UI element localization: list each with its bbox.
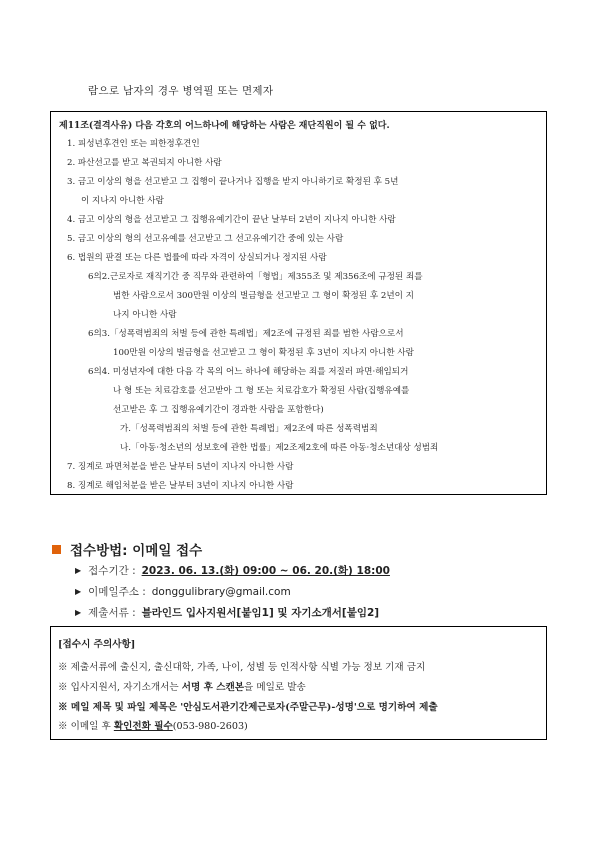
notice-text: ※ 이메일 후 xyxy=(58,721,114,732)
disqualification-item: 2. 파산선고를 받고 복권되지 아니한 사람 xyxy=(67,158,222,168)
intro-line: 람으로 남자의 경우 병역필 또는 면제자 xyxy=(88,85,274,97)
notice-title: [접수시 주의사항] xyxy=(58,639,136,650)
notice-emphasis: 확인전화 필수 xyxy=(113,721,173,732)
period-row xyxy=(75,563,390,578)
disqualification-item: 6의2.근로자로 재직기간 중 직무와 관련하여「형법」제355조 및 제356조에 규정된 죄를 xyxy=(88,272,423,282)
email-label: 이메일주소 : xyxy=(88,586,146,598)
disqualification-box xyxy=(50,111,547,495)
disqualification-title: 제11조(결격사유) 다음 각호의 어느하나에 해당하는 사람은 재단직원이 될 수 없다. xyxy=(59,121,390,131)
disqualification-item: 범한 사람으로서 300만원 이상의 벌금형을 선고받고 그 형이 확정된 후 2년이 지 xyxy=(113,291,414,301)
disqualification-item: 100만원 이상의 벌금형을 선고받고 그 형이 확정된 후 3년이 지나지 아니한 사람 xyxy=(113,348,414,358)
notice-text: ※ 입사지원서, 자기소개서는 xyxy=(58,682,182,693)
notice-line xyxy=(58,718,248,732)
disqualification-item: 6. 법원의 판결 또는 다른 법률에 따라 자격이 상실되거나 정지된 사람 xyxy=(67,253,327,263)
disqualification-item: 나지 아니한 사람 xyxy=(113,310,177,320)
triangle-bullet-icon: ▶ xyxy=(75,587,82,596)
disqualification-item: 7. 징계로 파면처분을 받은 날부터 5년이 지나지 아니한 사람 xyxy=(67,462,294,472)
notice-box xyxy=(50,626,547,740)
disqualification-item: 가.「성폭력범죄의 처벌 등에 관한 특례법」제2조에 따른 성폭력범죄 xyxy=(120,424,378,434)
section-title: 접수방법: 이메일 접수 xyxy=(70,543,203,559)
disqualification-item: 1. 피성년후견인 또는 피한정후견인 xyxy=(67,139,200,149)
disqualification-item: 3. 금고 이상의 형을 선고받고 그 집행이 끝나거나 집행을 받지 아니하기로 확정된 후 5년 xyxy=(67,177,399,187)
disqualification-item: 6의3.「성폭력범죄의 처벌 등에 관한 특례법」제2조에 규정된 죄를 범한 사람으로서 xyxy=(88,329,404,339)
disqualification-item: 6의4. 미성년자에 대한 다음 각 목의 어느 하나에 해당하는 죄를 저질러 파면·해임되거 xyxy=(88,367,409,377)
notice-line xyxy=(58,679,306,693)
email-link[interactable]: donggulibrary@gmail.com xyxy=(151,585,291,598)
disqualification-item: 4. 금고 이상의 형을 선고받고 그 집행유예기간이 끝난 날부터 2년이 지나지 아니한 사람 xyxy=(67,215,396,225)
docs-label: 제출서류 : xyxy=(88,607,136,619)
phone-number: (053-980-2603) xyxy=(172,721,248,732)
disqualification-item: 이 지나지 아니한 사람 xyxy=(81,196,164,206)
disqualification-item: 나.「아동·청소년의 성보호에 관한 법률」제2조제2호에 따른 아동·청소년대상 성범죄 xyxy=(120,443,439,453)
docs-value: 블라인드 입사지원서[붙임1] 및 자기소개서[붙임2] xyxy=(141,607,380,619)
triangle-bullet-icon: ▶ xyxy=(75,608,82,617)
notice-line: ※ 메일 제목 및 파일 제목은 '안심도서관기간제근로자(주말근무)-성명'으로 명기하여 제출 xyxy=(58,702,438,713)
email-row xyxy=(75,584,291,599)
section-heading xyxy=(52,539,202,559)
disqualification-item: 선고받은 후 그 집행유예기간이 경과한 사람을 포함한다) xyxy=(113,405,324,415)
disqualification-item: 5. 금고 이상의 형의 선고유예를 선고받고 그 선고유예기간 중에 있는 사람 xyxy=(67,234,344,244)
notice-line: ※ 제출서류에 출신지, 출신대학, 가족, 나이, 성별 등 인적사항 식별 가능 정보 기재 금지 xyxy=(58,662,426,673)
square-bullet-icon xyxy=(52,545,61,554)
disqualification-item: 8. 징계로 해임처분을 받은 날부터 3년이 지나지 아니한 사람 xyxy=(67,481,294,491)
triangle-bullet-icon: ▶ xyxy=(75,566,82,575)
period-value: 2023. 06. 13.(화) 09:00 ~ 06. 20.(화) 18:00 xyxy=(141,565,390,577)
notice-emphasis: 서명 후 스캔본 xyxy=(181,682,245,693)
notice-text: 을 메일로 발송 xyxy=(244,682,306,693)
period-label: 접수기간 : xyxy=(88,565,136,577)
docs-row xyxy=(75,605,379,620)
disqualification-item: 나 형 또는 치료감호를 선고받아 그 형 또는 치료감호가 확정된 사람(집행유예를 xyxy=(113,386,410,396)
